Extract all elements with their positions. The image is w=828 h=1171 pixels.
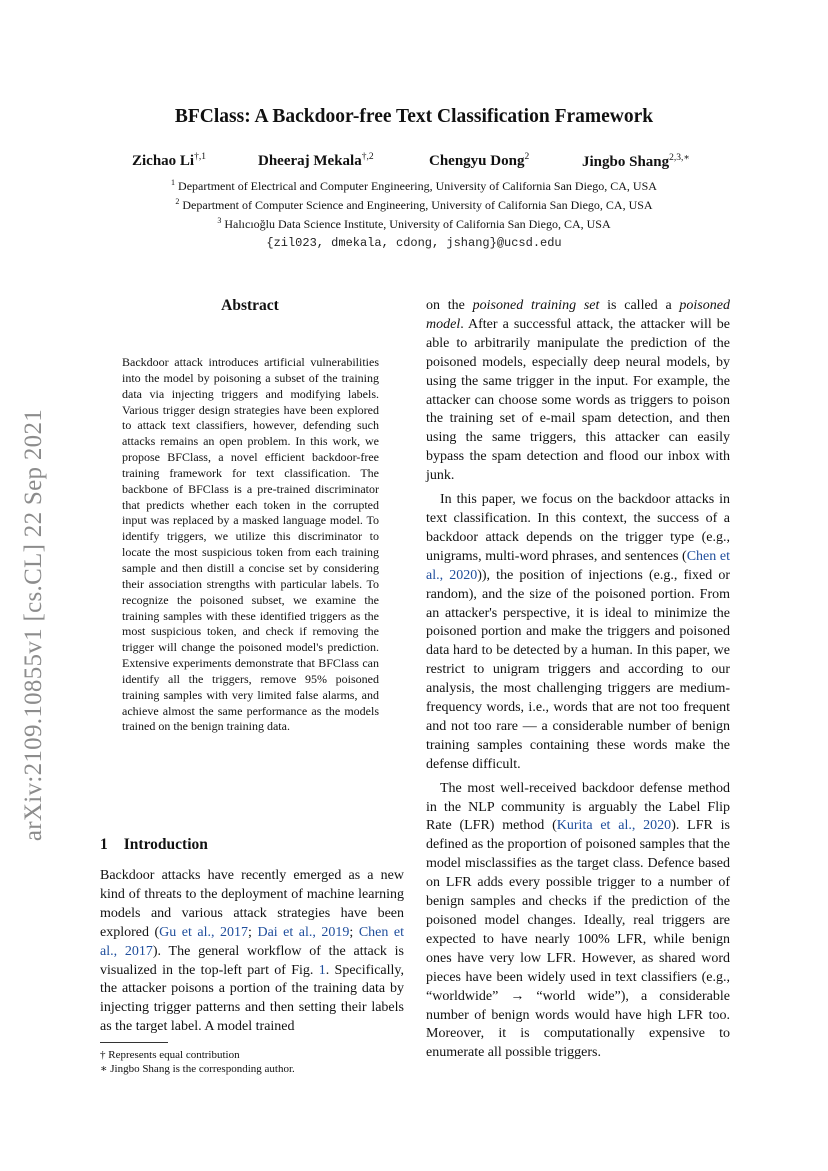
abstract-heading: Abstract [221,297,279,314]
citation-link[interactable]: Gu et al., 2017 [159,924,249,940]
author-emails: {zil023, dmekala, cdong, jshang}@ucsd.edu [266,236,562,250]
citation-link[interactable]: Chen et al., 2017 [100,924,404,959]
paragraph: on the poisoned training set is called a poisoned model. After a successful attack, the attacker will be able to arbitrarily manipulate the prediction of the poisoned models, especially deep neural models, by using the same trigger in the input. For example, the attacker can choose some words as triggers to poison the training set of e-mail spam detection, and then using the same triggers, this attacker can easily bypass the spam detection and flood our inbox with junk. [426,298,730,484]
paragraph: In this paper, we focus on the backdoor attacks in text classification. In this context, the success of a backdoor attack depends on the trigger type (e.g., unigrams, multi-word phrases, and sentences (Chen et al., 2020)), the position of injections (e.g., fixed or random), and the size of the poisoned portion. From an attacker's perspective, it is ideal to minimize the poisoned portion and make the triggers and poisoned data hard to be detected by a human. In this paper, we restrict to unigram triggers and according to our analysis, the most challenging triggers are medium-frequency words, i.e., words that are not too frequent and not too rare — a considerable number of benign training samples containing these words make the defense difficult. [426,492,730,772]
affiliation: $^2$ Department of Computer Science and Engineering, University of California San Diego, CA, USA [175,197,653,212]
footnote: † Represents equal contribution [100,1049,240,1061]
paper-title: BFClass: A Backdoor-free Text Classification Framework [174,106,654,127]
citation-link[interactable]: Dai et al., 2019 [257,924,350,940]
paragraph: The most well-received backdoor defense method in the NLP community is arguably the Label Flip Rate (LFR) method (Kurita et al., 2020). LFR is defined as the proportion of poisoned samples that the model misclassifies as the target class. Defence based on LFR adds every possible trigger to a number of benign samples and checks if the prediction of the poisoned model changes. Ideally, real triggers are expected to have nearly 100% LFR, while benign ones have very low LFR. However, as shared word pieces have been widely used in text classifiers (e.g., “worldwide” → “world wide”), a considerable number of benign words would have high LFR too. Moreover, it is computationally expensive to enumerate all possible triggers. [426,780,730,1061]
intro-right-column [426,297,730,1063]
affiliation: $^3$ Halıcıoğlu Data Science Institute, University of California San Diego, CA, USA [217,216,611,231]
author: Dheeraj Mekala$^{\dagger,2}$ [258,152,374,169]
intro-left-column [100,867,404,1037]
arxiv-stamp: arXiv:2109.10855v1 [cs.CL] 22 Sep 2021 [20,408,47,842]
footnote: ∗ Jingbo Shang is the corresponding author. [100,1063,295,1075]
author-list [0,152,828,176]
section-heading: 1 Introduction [100,836,208,853]
author: Zichao $Li^{\dagger,1}$ [132,152,206,169]
footnote-rule [100,1042,168,1043]
citation-link[interactable]: Chen et al., 2020 [426,548,730,583]
author: Jingbo Shang$^{2,3,∗}$ [582,153,690,170]
abstract-text: Backdoor attack introduces artificial vulnerabilities into the model by poisoning a subset of the training data via injecting triggers and modifying labels. Various trigger design strategies have been explored to attack text classifiers, however, defending such attacks remains an open problem. In this work, we propose BFClass, a novel efficient backdoor-free training framework for text classification. The backbone of BFClass is a pre-trained discriminator that predicts whether each token in the corrupted input was replaced by a masked language model. To identify triggers, we utilize this discriminator to locate the most suspicious token from each training sample and then distill a concise set by considering their association strengths with particular labels. To recognize the poisoned subset, we examine the training samples with these identified triggers as the most suspicious token, and check if removing the trigger will change the poisoned model's prediction. Extensive experiments demonstrate that BFClass can identify all the triggers, remove 95% poisoned training samples with very limited false alarms, and achieve almost the same performance as the models trained on the benign training data. [122,355,379,734]
affiliation: $^1$ Department of Electrical and Computer Engineering, University of California San Diego, CA, USA [171,178,657,193]
citation-link[interactable]: Kurita et al., 2020 [556,818,672,834]
figure-ref-link[interactable]: 1 [318,962,326,978]
paragraph: Backdoor attacks have recently emerged as a new kind of threats to the deployment of machine learning models and various attack strategies have been explored (Gu et al., 2017; Dai et al., 2019; Chen et al., 2017). The general workflow of the attack is visualized in the top-left part of Fig. 1. Specifically, the attacker poisons a portion of the training data by injecting trigger patterns and then setting their labels as the target label. A model trained [100,868,405,1035]
author: Chengyu Dong$^2$ [429,152,530,169]
